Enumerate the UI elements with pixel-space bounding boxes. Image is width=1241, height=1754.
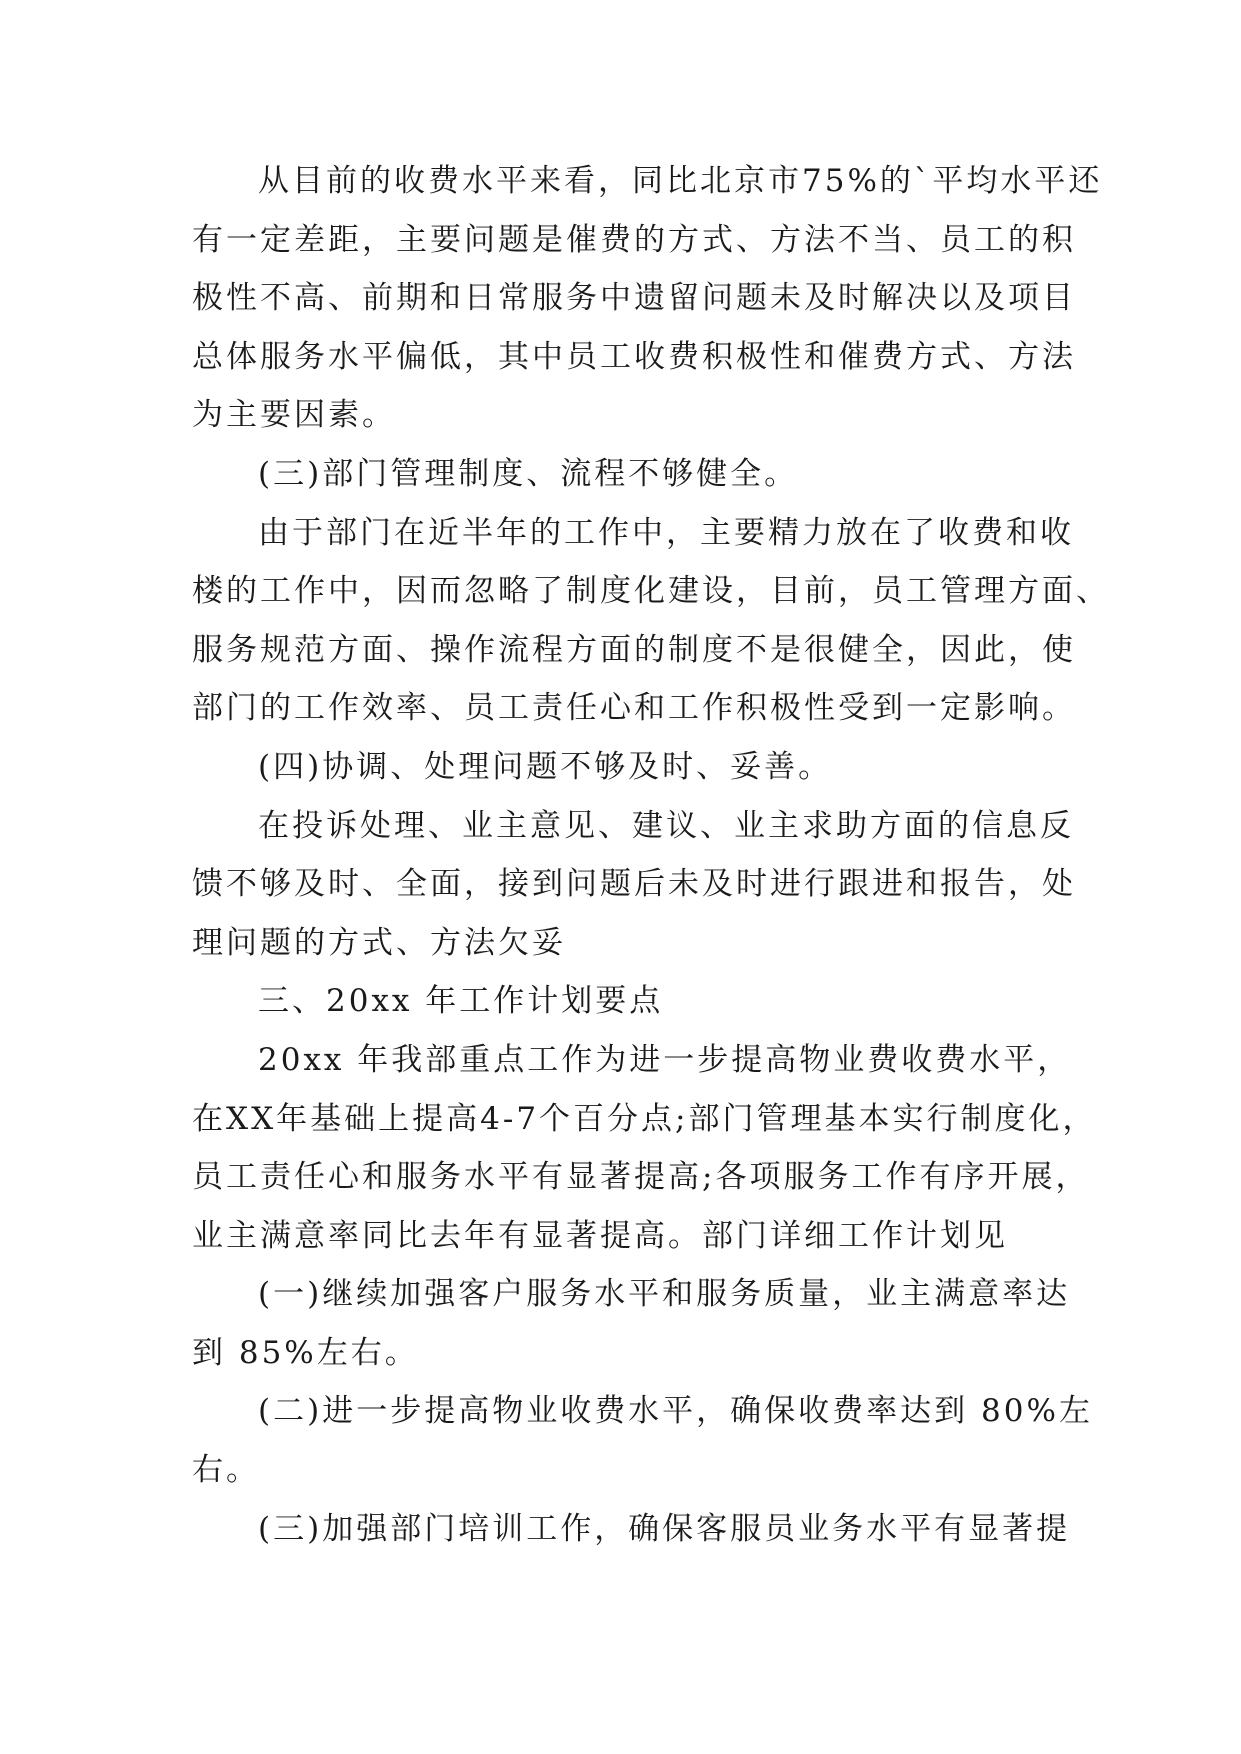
text-line: 为主要因素。 [192, 397, 396, 434]
text-line: 从目前的收费水平来看，同比北京市75%的`平均水平还 [258, 163, 1103, 199]
text-line: 员工责任心和服务水平有显著提高;各项服务工作有序开展， [192, 1159, 1090, 1196]
text-line: 在投诉处理、业主意见、建议、业主求助方面的信息反 [258, 807, 1074, 844]
text-line: 由于部门在近半年的工作中，主要精力放在了收费和收 [258, 514, 1074, 551]
document-body [192, 152, 1110, 1558]
text-line: 到 85%左右。 [192, 1334, 419, 1371]
text-line: 20xx 年我部重点工作为进一步提高物业费收费水平， [258, 1041, 1072, 1078]
text-line: (一)继续加强客户服务水平和服务质量，业主满意率达 [258, 1276, 1071, 1313]
text-line: (三)加强部门培训工作，确保客服员业务水平有显著提 [258, 1510, 1071, 1547]
text-line: 在XX年基础上提高4-7个百分点;部门管理基本实行制度化， [192, 1100, 1097, 1137]
text-line: 部门的工作效率、员工责任心和工作积极性受到一定影响。 [192, 690, 1076, 727]
text-line: (四)协调、处理问题不够及时、妥善。 [258, 748, 833, 785]
text-line: 理问题的方式、方法欠妥 [192, 924, 566, 961]
text-line: 三、20xx 年工作计划要点 [258, 983, 664, 1020]
text-line: 极性不高、前期和日常服务中遗留问题未及时解决以及项目 [192, 280, 1076, 317]
text-line: 右。 [192, 1452, 260, 1489]
text-line: 楼的工作中，因而忽略了制度化建设，目前，员工管理方面、 [192, 573, 1110, 610]
text-line: (二)进一步提高物业收费水平，确保收费率达到 80%左 [258, 1393, 1093, 1430]
text-line: (三)部门管理制度、流程不够健全。 [258, 455, 799, 492]
text-line: 馈不够及时、全面，接到问题后未及时进行跟进和报告，处 [192, 866, 1076, 903]
text-line: 业主满意率同比去年有显著提高。部门详细工作计划见 [192, 1217, 1008, 1254]
text-line: 有一定差距，主要问题是催费的方式、方法不当、员工的积 [192, 221, 1076, 258]
text-line: 服务规范方面、操作流程方面的制度不是很健全，因此，使 [192, 631, 1076, 668]
text-line: 总体服务水平偏低，其中员工收费积极性和催费方式、方法 [192, 338, 1076, 375]
